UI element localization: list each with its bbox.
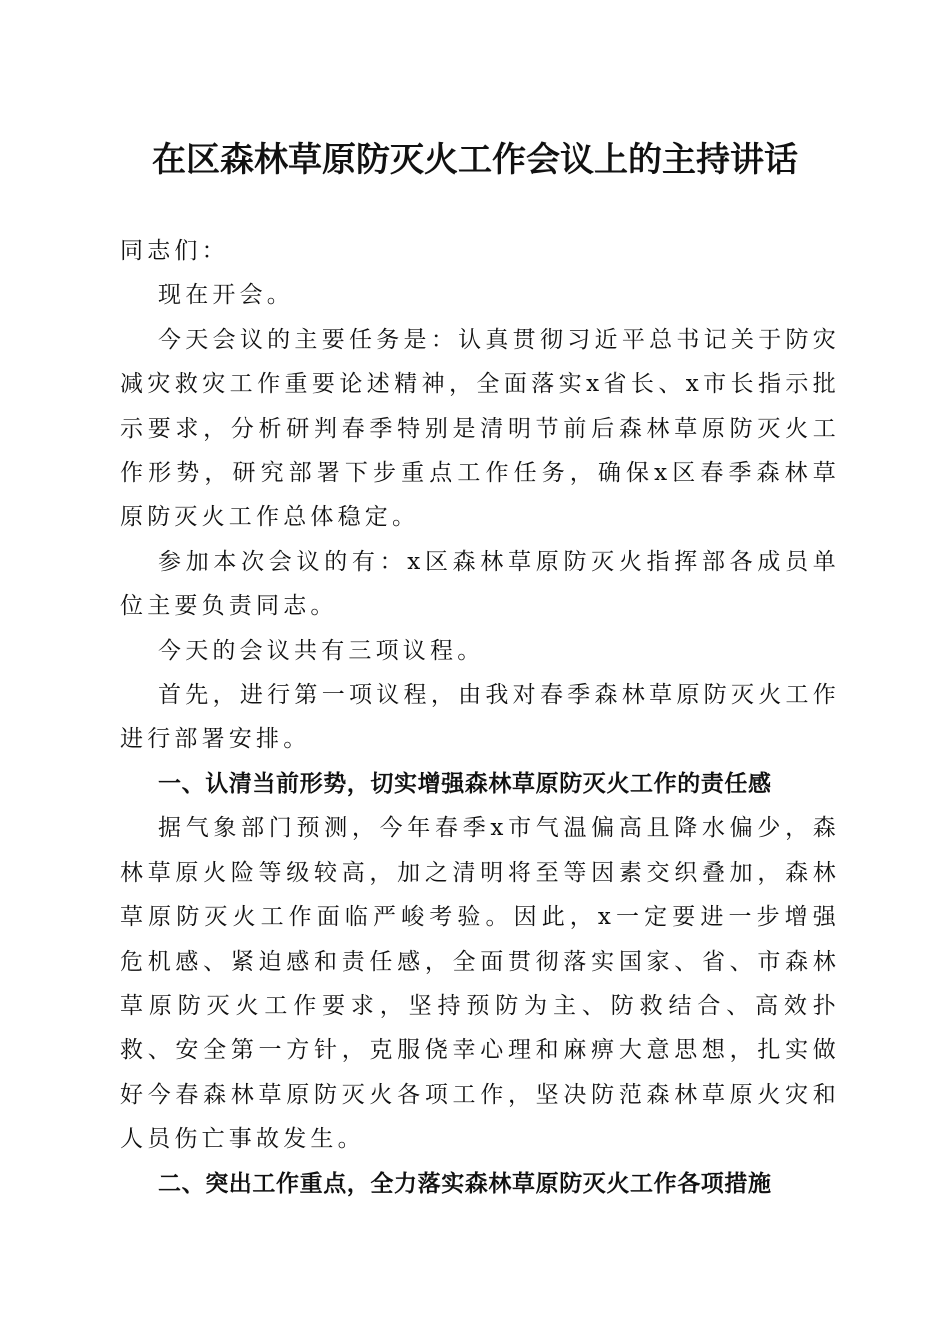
paragraph-main-task: 今天会议的主要任务是：认真贯彻习近平总书记关于防灾减灾救灾工作重要论述精神，全面落实x省长、x市长指示批示要求，分析研判春季特别是清明节前后森林草原防灭火工作形势，研究部署下步重点工作任务，确保x区春季森林草原防灭火工作总体稳定。 xyxy=(120,326,840,531)
salutation: 同志们： xyxy=(120,238,229,264)
paragraph-section-1: 据气象部门预测，今年春季x市气温偏高且降水偏少，森林草原火险等级较高，加之清明将至等因素交织叠加，森林草原防灭火工作面临严峻考验。因此，x一定要进一步增强危机感、紧迫感和责任感，全面贯彻落实国家、省、市森林草原防灭火工作要求，坚持预防为主、防救结合、高效扑救、安全第一方针，克服侥幸心理和麻痹大意思想，扎实做好今春森林草原防灭火各项工作，坚决防范森林草原火灾和人员伤亡事故发生。 xyxy=(120,815,840,1153)
paragraph-attendees: 参加本次会议的有：x区森林草原防灭火指挥部各成员单位主要负责同志。 xyxy=(120,548,840,620)
paragraph-opening: 现在开会。 xyxy=(158,282,294,309)
document-body xyxy=(120,229,840,1206)
paragraph-agenda-count: 今天的会议共有三项议程。 xyxy=(158,637,485,664)
paragraph-first-agenda: 首先，进行第一项议程，由我对春季森林草原防灭火工作进行部署安排。 xyxy=(120,682,840,753)
section-heading-1: 一、认清当前形势，切实增强森林草原防灭火工作的责任感 xyxy=(158,770,772,797)
document-title: 在区森林草原防灭火工作会议上的主持讲话 xyxy=(152,140,798,180)
section-heading-2: 二、突出工作重点，全力落实森林草原防灭火工作各项措施 xyxy=(158,1170,772,1197)
